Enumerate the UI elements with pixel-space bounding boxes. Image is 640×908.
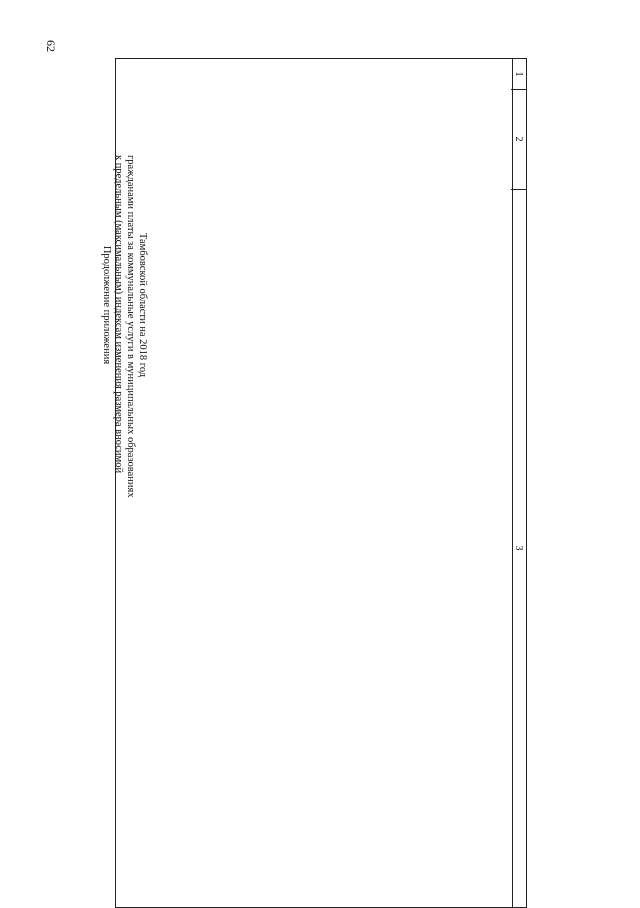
header-line-4: Тамбовской области на 2018 год <box>137 232 148 378</box>
header-line-2: к предельным (максимальным) индексам изменения размера вносимой <box>113 155 124 474</box>
col-3-head: 3 <box>513 545 524 551</box>
col-1-head: 1 <box>511 59 526 90</box>
data-table <box>110 55 527 893</box>
col-2-head: 2 <box>511 89 526 190</box>
header-line-1: Продолжение приложения <box>101 245 112 365</box>
page-number: 62 <box>44 40 58 52</box>
header-line-3: гражданами платы за коммунальные услуги в муниципальных образованиях <box>125 155 136 498</box>
